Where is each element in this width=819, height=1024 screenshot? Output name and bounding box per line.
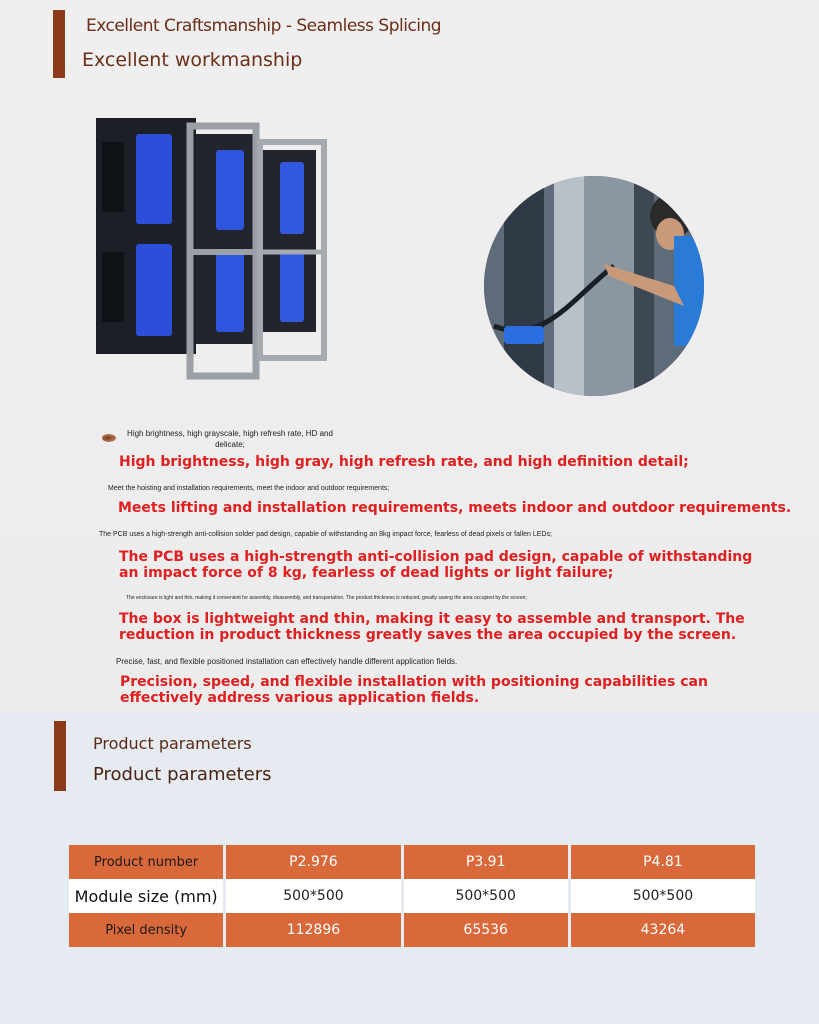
parameters-subtitle: Product parameters [93, 764, 272, 785]
feature-note: The enclosure is light and thin, making it convenient for assembly, disassembly, and transportation. The product thickness is reduced, greatly saving the area occupied by the screen; [126, 595, 527, 601]
table-cell-label: Product number [69, 845, 223, 879]
table-cell-label: Pixel density [69, 913, 223, 947]
table-header-row [69, 845, 755, 879]
feature-headline: Meets lifting and installation requirements, meets indoor and outdoor requirements. [118, 500, 792, 516]
table-cell: 43264 [571, 913, 755, 947]
bullet-dot [102, 434, 116, 442]
feature-headline: High brightness, high gray, high refresh rate, and high definition detail; [119, 454, 689, 470]
installation-photo [484, 176, 704, 396]
led-cabinet-image [92, 112, 332, 382]
table-row [69, 879, 755, 913]
section-title: Excellent Craftsmanship - Seamless Splicing [86, 16, 442, 36]
table-cell: 500*500 [571, 879, 755, 913]
table-cell: 112896 [226, 913, 400, 947]
feature-headline: The PCB uses a high-strength anti-collision pad design, capable of withstanding an impact force of 8 kg, fearless of dead lights or light failure; [119, 549, 753, 581]
parameters-title: Product parameters [93, 734, 252, 753]
feature-note: High brightness, high grayscale, high refresh rate, HD and delicate; [127, 429, 333, 449]
table-row [69, 913, 755, 947]
feature-headline: Precision, speed, and flexible installation with positioning capabilities can effectively address various application fields. [120, 674, 708, 706]
feature-headline: The box is lightweight and thin, making it easy to assemble and transport. The reduction in product thickness greatly saves the area occupied by the screen. [119, 611, 745, 643]
feature-note: Meet the hoisting and installation requirements, meet the indoor and outdoor requirements; [108, 485, 390, 492]
parameters-table [66, 845, 758, 947]
table-cell: P2.976 [226, 845, 400, 879]
section-subtitle: Excellent workmanship [82, 49, 303, 71]
feature-note: Precise, fast, and flexible positioned installation can effectively handle different application fields. [116, 657, 458, 666]
table-cell: P4.81 [571, 845, 755, 879]
feature-note: The PCB uses a high-strength anti-collision solder pad design, capable of withstanding an 8kg impact force, fearless of dead pixels or fallen LEDs; [99, 531, 552, 538]
table-cell: P3.91 [404, 845, 568, 879]
section-accent-bar [53, 10, 65, 78]
table-cell: 500*500 [404, 879, 568, 913]
table-cell: 500*500 [226, 879, 400, 913]
table-cell-label: Module size (mm) [69, 879, 223, 913]
table-cell: 65536 [404, 913, 568, 947]
section-accent-bar [54, 721, 66, 791]
